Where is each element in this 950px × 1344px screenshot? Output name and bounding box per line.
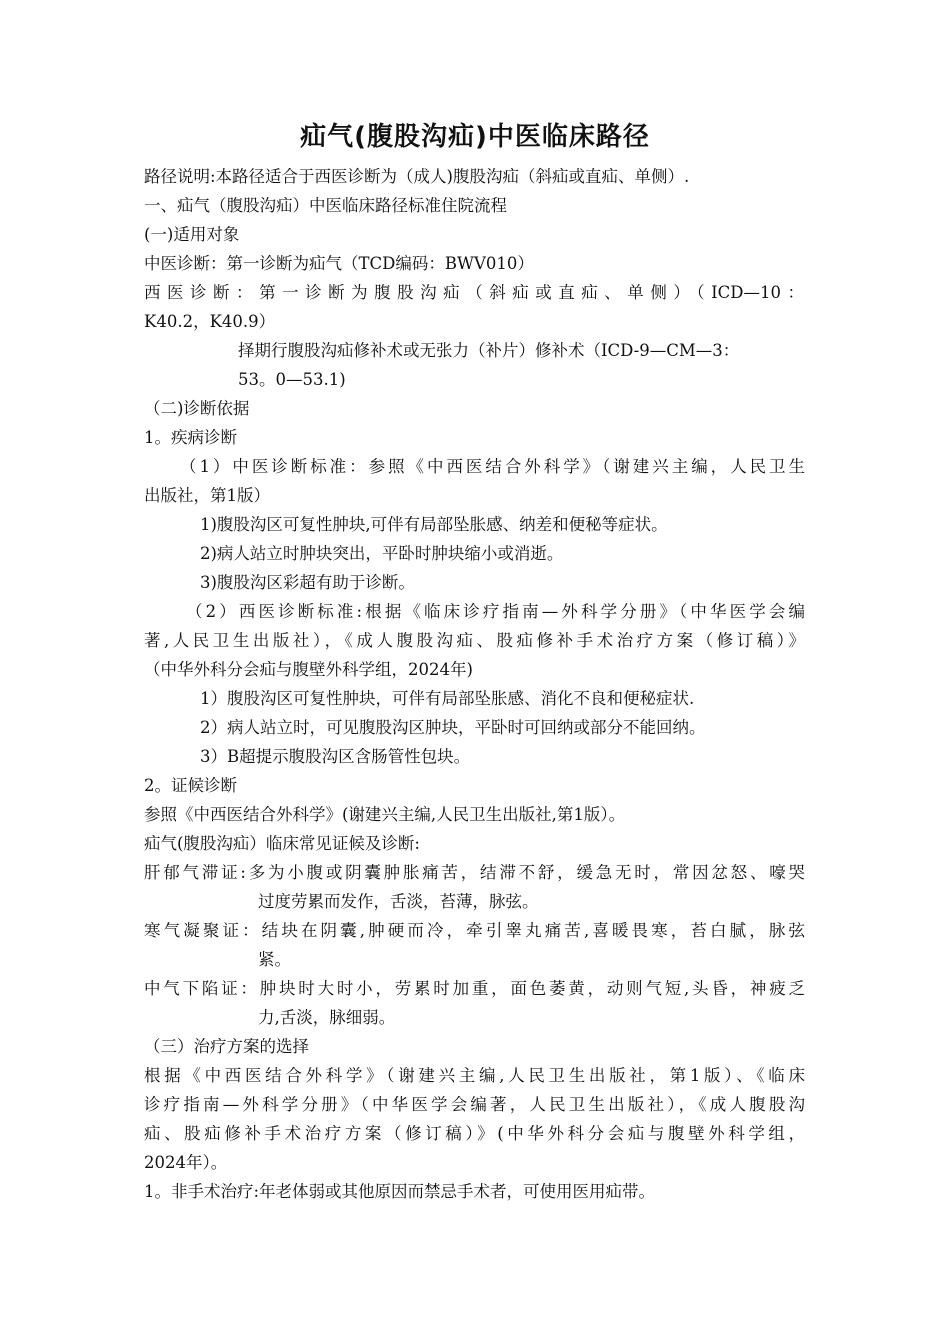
tcm-standard-source: 出版社，第1版） (144, 486, 270, 505)
syndrome-cold-qi: 寒气凝聚证：结块在阴囊,肿硬而冷，牵引睾丸痛苦,喜暖畏寒，苔白腻，脉弦 (144, 921, 805, 940)
tcm-diagnosis-line: 中医诊断：第一诊断为疝气（TCD编码：BWV010） (144, 254, 534, 273)
subsection-heading-applicable: (一)适用对象 (144, 225, 240, 244)
syndrome-list-intro: 疝气(腹股沟疝）临床常见证候及诊断: (144, 834, 420, 853)
treatment-basis-line-3: 疝、股疝修补手术治疗方案（修订稿）》(中华外科分会疝与腹壁外科学组， (144, 1124, 805, 1143)
western-criterion-1: 1）腹股沟区可复性肿块，可伴有局部坠胀感、消化不良和便秘症状. (200, 689, 695, 708)
section-heading-1: 一、疝气（腹股沟疝）中医临床路径标准住院流程 (144, 196, 507, 215)
syndrome-diagnosis-heading: 2。证候诊断 (144, 776, 237, 795)
syndrome-middle-qi: 中气下陷证：肿块时大时小，劳累时加重，面色萎黄，动则气短,头昏，神疲乏 (144, 979, 805, 998)
tcm-criterion-2: 2)病人站立时肿块突出，平卧时肿块缩小或消逝。 (200, 544, 564, 563)
non-surgical-treatment: 1。非手术治疗:年老体弱或其他原因而禁忌手术者，可使用医用疝带。 (144, 1182, 656, 1201)
surgery-codes: 53。0—53.1) (238, 370, 346, 389)
path-description: 路径说明:本路径适合于西医诊断为（成人)腹股沟疝（斜疝或直疝、单侧）. (144, 167, 690, 186)
disease-diagnosis-heading: 1。疾病诊断 (144, 428, 237, 447)
surgery-line: 择期行腹股沟疝修补术或无张力（补片）修补术（ICD-9—CM—3： (238, 341, 740, 360)
western-criterion-2: 2）病人站立时，可见腹股沟区肿块，平卧时可回纳或部分不能回纳。 (200, 718, 706, 737)
syndrome-cold-qi-cont: 紧。 (258, 950, 291, 969)
syndrome-reference: 参照《中西医结合外科学》(谢建兴主编,人民卫生出版社,第1版）。 (144, 805, 626, 824)
tcm-criterion-1: 1)腹股沟区可复性肿块,可伴有局部坠胀感、纳差和便秘等症状。 (200, 515, 668, 534)
tcm-standard-line: （1）中医诊断标准：参照《中西医结合外科学》（谢建兴主编，人民卫生 (180, 457, 805, 476)
subsection-heading-diagnosis-basis: （二)诊断依据 (144, 399, 250, 418)
western-criterion-3: 3）B超提示腹股沟区含肠管性包块。 (200, 747, 471, 766)
syndrome-liver-qi-cont: 过度劳累而发作，舌淡，苔薄，脉弦。 (258, 892, 539, 911)
treatment-basis-line-4: 2024年）。 (144, 1153, 228, 1172)
syndrome-middle-qi-cont: 力,舌淡，脉细弱。 (258, 1008, 396, 1027)
western-standard-line: （2）西医诊断标准:根据《临床诊疗指南—外科学分册》（中华医学会编 (186, 602, 805, 621)
treatment-basis-line-1: 根据《中西医结合外科学》（谢建兴主编,人民卫生出版社，第1版）、《临床 (144, 1066, 805, 1085)
syndrome-liver-qi: 肝郁气滞证:多为小腹或阴囊肿胀痛苦，结滞不舒，缓急无时，常因忿怒、嚎哭 (144, 863, 805, 882)
western-standard-source-cont: （中华外科分会疝与腹壁外科学组，2024年) (144, 660, 473, 679)
subsection-heading-treatment: （三）治疗方案的选择 (144, 1037, 309, 1056)
tcm-criterion-3: 3)腹股沟区彩超有助于诊断。 (200, 573, 415, 592)
western-diagnosis-line: 西医诊断：第一诊断为腹股沟疝（斜疝或直疝、单侧）（ICD—10： (144, 283, 804, 302)
treatment-basis-line-2: 诊疗指南—外科学分册》（中华医学会编著，人民卫生出版社），《成人腹股沟 (144, 1095, 805, 1114)
western-diagnosis-codes: K40.2，K40.9） (144, 312, 276, 331)
western-standard-source: 著,人民卫生出版社），《成人腹股沟疝、股疝修补手术治疗方案（修订稿）》 (144, 631, 805, 650)
document-title: 疝气(腹股沟疝)中医临床路径 (300, 122, 650, 152)
